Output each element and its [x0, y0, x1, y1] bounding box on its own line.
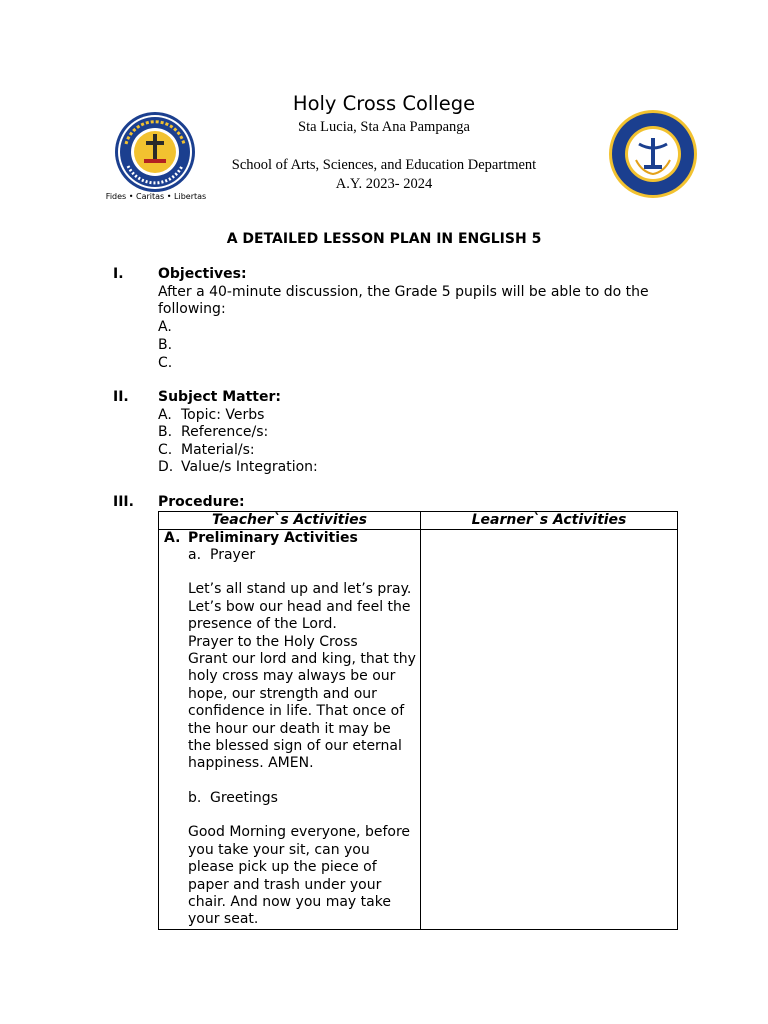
section-number-subject-matter: II. [113, 389, 129, 405]
subject-matter-item: B. Reference/s: [158, 424, 269, 440]
logo-motto: Fides • Caritas • Libertas [105, 192, 207, 201]
table-row [159, 530, 678, 930]
learner-activities-cell [421, 530, 678, 930]
prayer-text: Let’s all stand up and let’s pray. Let’s bow our head and feel the presence of the Lord. Prayer to the Holy Cross Grant our lord and king, that thy holy cross may always be our hope, our strength and our confidence in life. That once of the hour our death it may be the blessed sign of our eternal happiness. AMEN. [188, 581, 416, 772]
college-address: Sta Lucia, Sta Ana Pampanga [298, 119, 470, 135]
procedure-heading: Procedure: [158, 494, 245, 510]
department-name: School of Arts, Sciences, and Education Department [231, 157, 537, 173]
prayer-subheading: a. Prayer [188, 547, 256, 563]
preliminary-activities-heading: A. Preliminary Activities [164, 530, 358, 546]
table-header-row [159, 512, 678, 530]
objectives-intro-cont: following: [158, 301, 226, 317]
objectives-heading: Objectives: [158, 266, 247, 282]
objective-item: C. [158, 355, 173, 371]
subject-matter-item: D. Value/s Integration: [158, 459, 318, 475]
teacher-activities-cell [159, 530, 421, 930]
learner-activities-header: Learner`s Activities [421, 512, 678, 530]
subject-matter-heading: Subject Matter: [158, 389, 281, 405]
subject-matter-item: A. Topic: Verbs [158, 407, 265, 423]
subject-matter-item: C. Material/s: [158, 442, 255, 458]
greetings-subheading: b. Greetings [188, 789, 278, 806]
objective-item: A. [158, 319, 172, 335]
lesson-plan-title: A DETAILED LESSON PLAN IN ENGLISH 5 [226, 231, 542, 247]
greetings-text: Good Morning everyone, before you take your sit, can you please pick up the piece of paper and trash under your chair. And now you may take your seat. [188, 824, 411, 928]
objective-item: B. [158, 337, 173, 353]
college-name: Holy Cross College [292, 92, 476, 115]
teacher-activities-header: Teacher`s Activities [159, 512, 421, 530]
academic-year: A.Y. 2023- 2024 [335, 176, 433, 192]
section-number-objectives: I. [113, 266, 124, 282]
procedure-table [158, 511, 678, 930]
section-number-procedure: III. [113, 494, 134, 510]
objectives-intro: After a 40-minute discussion, the Grade 5 pupils will be able to do the [158, 284, 649, 300]
